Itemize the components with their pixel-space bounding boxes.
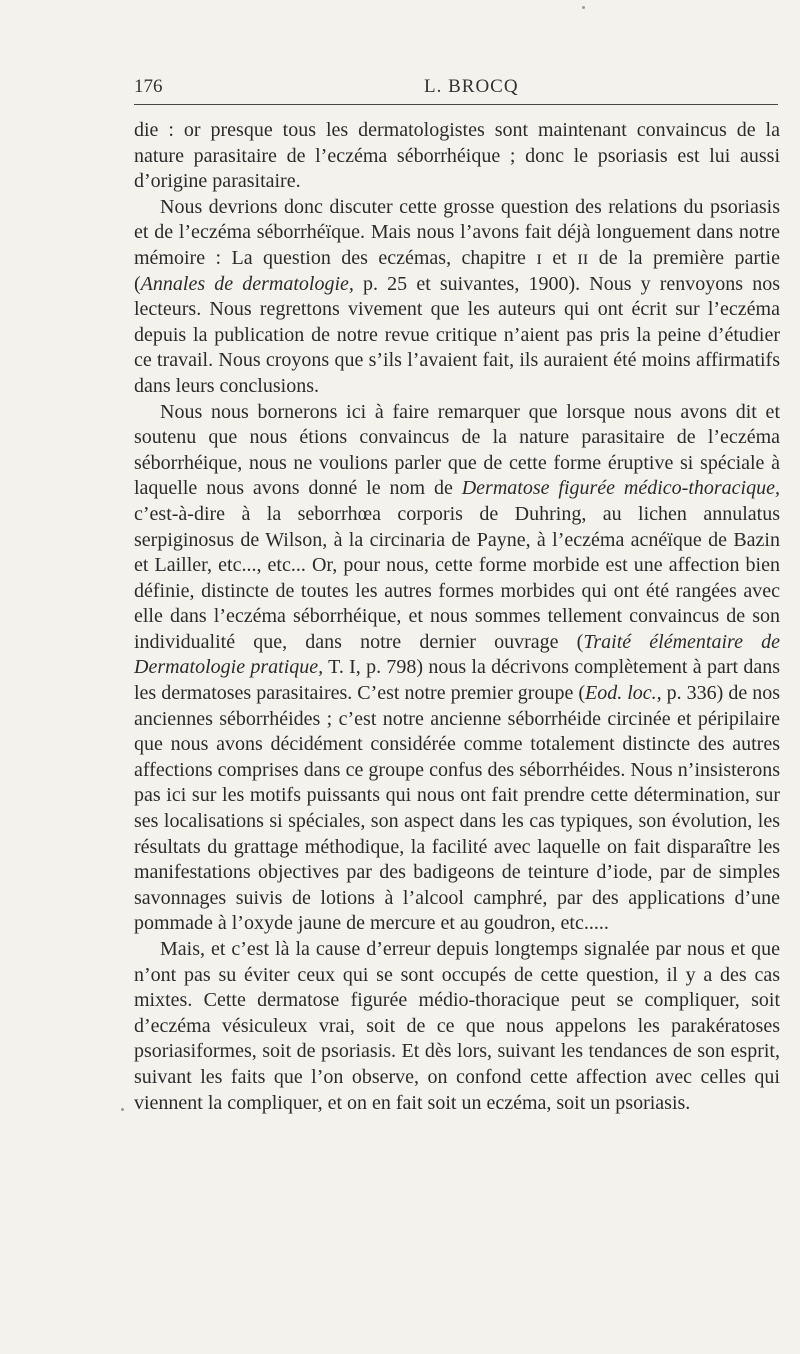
body-text	[134, 118, 780, 1116]
journal-title: Annales de dermatologie,	[140, 272, 354, 295]
paragraph-3: Nous nous bornerons ici à faire remarquer que lorsque nous avons dit et soutenu que nous étions convaincus de la nature parasitaire de l’eczéma séborrhéique, nous ne voulions parler que de cette forme éruptive si spéciale à laquelle nous avons donné le nom de Dermatose figurée médico-thoracique, c’est-à-dire à la seborrhœa corporis de Duhring, au lichen annulatus serpiginosus de Wilson, à la circinaria de Payne, à l’eczéma acnéïque de Bazin et Lailler, etc..., etc... Or, pour nous, cette forme morbide est une affection bien définie, distincte de toutes les autres formes morbides qui ont été rangées avec elle dans l’eczéma séborrhéique, et nous sommes tellement convaincus de son individualité que, dans notre dernier ouvrage (Traité élémentaire de Dermatologie pratique, T. I, p. 798) nous la décrivons complètement à part dans les dermatoses parasitaires. C’est notre premier groupe (Eod. loc., p. 336) de nos anciennes séborrhéides ; c’est notre ancienne séborrhéide circinée et péripilaire que nous avons décidément considérée comme totalement distincte des autres affections comprises dans ce groupe confus des séborrhéides. Nous n’insisterons pas ici sur les motifs puissants qui nous ont fait prendre cette détermination, sur ses localisations si spéciales, son aspect dans les cas typiques, son évolution, les résultats du grattage méthodique, la facilité avec laquelle on fait disparaître les manifestations objectives par des badigeons de teinture d’iode, par de simples savonnages suivis de lotions à l’alcool camphré, par des applications d’une pommade à l’oxyde jaune de mercure et au goudron, etc.....	[134, 400, 780, 935]
paragraph-1: die : or presque tous les dermatologistes sont maintenant convaincus de la nature parasitaire de l’eczéma séborrhéique ; donc le psoriasis est lui aussi d’origine parasitaire.	[134, 119, 780, 193]
header-rule	[134, 104, 778, 105]
dermatose-name: Dermatose figurée médico-thoracique,	[461, 477, 780, 500]
paragraph-2: Nous devrions donc discuter cette grosse question des relations du psoriasis et de l’eczéma séborrhéïque. Mais nous l’avons fait déjà longuement dans notre mémoire : La question des eczémas, chapitre ɪ et ɪɪ de la première partie (Annales de dermatologie, p. 25 et suivantes, 1900). Nous y renvoyons nos lecteurs. Nous regrettons vivement que les auteurs qui ont écrit sur l’eczéma depuis la publication de notre revue critique n’aient pas pris la peine d’étudier ce travail. Nous croyons que s’ils l’avaient fait, ils auraient été moins affirmatifs dans leurs conclusions.	[134, 195, 780, 397]
page-number: 176	[134, 76, 163, 97]
paper-speck	[121, 1108, 124, 1111]
page-header	[134, 76, 778, 98]
paragraph-4: Mais, et c’est là la cause d’erreur depuis longtemps signalée par nous et que n’ont pas su éviter ceux qui se sont occupés de cette question, il y a des cas mixtes. Cette dermatose figurée médio-thoracique peut se compliquer, soit d’eczéma vésiculeux vrai, soit de ce que nous appelons les parakératoses psoriasiformes, soit de psoriasis. Et dès lors, suivant les tendances de son esprit, suivant les faits que l’on observe, on confond cette affection avec celles qui viennent la compliquer, et on en fait soit un eczéma, soit un psoriasis.	[134, 938, 780, 1114]
paper-speck	[582, 6, 585, 9]
book-title: Traité élémentaire de Dermatologie pratique,	[134, 630, 780, 679]
running-head: L. BROCQ	[424, 76, 519, 97]
citation-eod-loc: Eod. loc.,	[584, 682, 662, 705]
